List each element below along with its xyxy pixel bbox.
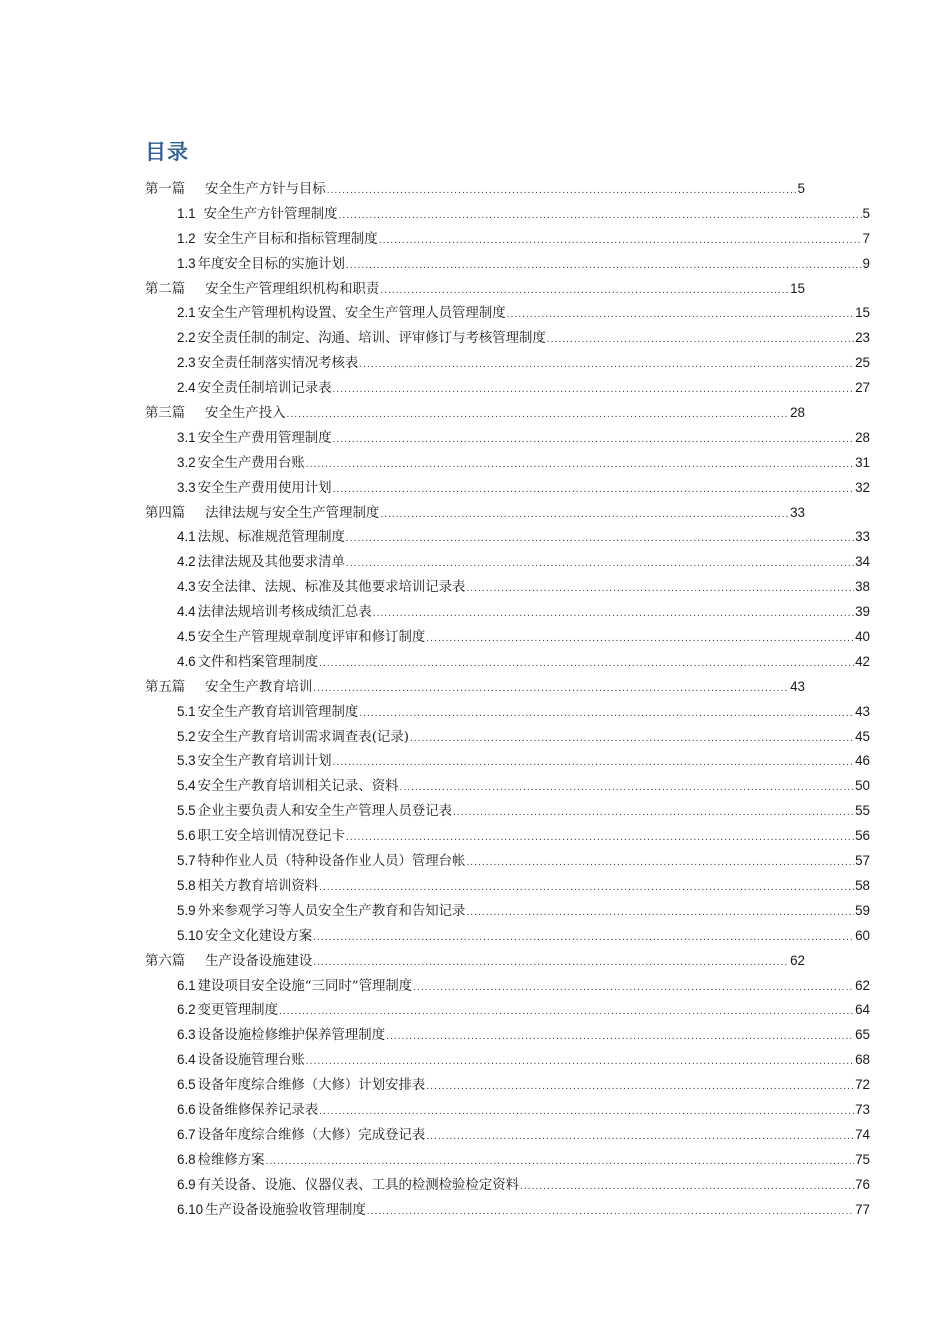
toc-entry-label	[177, 1124, 425, 1143]
toc-dot-leader	[410, 734, 854, 744]
toc-page-number: 15	[855, 305, 870, 321]
toc-entry-title: 安全生产方针与目标	[205, 182, 326, 197]
toc-entry-title: 法律法规及其他要求清单	[197, 555, 345, 571]
toc-section-entry[interactable]	[177, 975, 870, 1000]
toc-entry-title: 安全法律、法规、标准及其他要求培训记录表	[197, 580, 466, 596]
toc-entry-label	[177, 576, 465, 595]
toc-entry-title: 外来参观学习等人员安全生产教育和告知记录	[197, 903, 466, 919]
toc-entry-title: 安全生产目标和指标管理制度	[203, 231, 378, 247]
toc-section-entry[interactable]	[177, 875, 870, 900]
toc-dot-leader	[333, 758, 855, 768]
toc-entry-title: 设备维修保养记录表	[197, 1102, 319, 1118]
toc-entry-label	[177, 1199, 366, 1218]
toc-list	[145, 178, 870, 1223]
toc-page-number: 32	[855, 479, 870, 495]
toc-entry-title: 检维修方案	[197, 1152, 265, 1168]
toc-dot-leader	[333, 485, 855, 495]
toc-entry-title: 相关方教育培训资料	[197, 878, 319, 894]
toc-section-entry[interactable]	[177, 302, 870, 327]
toc-entry-number: 第二篇	[145, 281, 186, 297]
toc-entry-number: 第六篇	[145, 953, 186, 969]
toc-page-number: 34	[855, 554, 870, 570]
toc-entry-label	[177, 203, 338, 222]
toc-part-entry[interactable]	[145, 278, 805, 303]
toc-dot-leader	[466, 858, 854, 868]
toc-page-number: 43	[790, 678, 805, 694]
toc-page-number: 77	[855, 1201, 870, 1217]
toc-section-entry[interactable]	[177, 1149, 870, 1174]
toc-entry-title: 安全责任制培训记录表	[197, 381, 332, 397]
toc-section-entry[interactable]	[177, 626, 870, 651]
toc-section-entry[interactable]	[177, 477, 870, 502]
toc-page-number: 23	[855, 330, 870, 346]
toc-section-entry[interactable]	[177, 900, 870, 925]
toc-dot-leader	[266, 1157, 855, 1167]
toc-page-number: 28	[855, 429, 870, 445]
toc-section-entry[interactable]	[177, 327, 870, 352]
toc-entry-label	[177, 601, 372, 620]
toc-page-number: 65	[855, 1027, 870, 1043]
toc-entry-number: 6.10	[177, 1201, 204, 1217]
toc-entry-number: 6.2	[177, 1002, 196, 1018]
toc-section-entry[interactable]	[177, 750, 870, 775]
toc-entry-number: 6.1	[177, 977, 196, 993]
toc-entry-label	[177, 551, 345, 570]
toc-entry-title: 生产设备设施验收管理制度	[205, 1202, 366, 1218]
toc-page-number: 33	[855, 529, 870, 545]
toc-dot-leader	[319, 659, 854, 669]
toc-section-entry[interactable]	[177, 228, 870, 253]
toc-page-number: 28	[790, 405, 805, 421]
toc-entry-title: 建设项目安全设施“三同时”管理制度	[197, 978, 413, 994]
toc-entry-number: 4.2	[177, 554, 196, 570]
toc-entry-label	[177, 427, 332, 446]
toc-entry-label	[177, 1174, 519, 1193]
toc-entry-number: 1.1	[177, 205, 196, 221]
toc-dot-leader	[466, 584, 854, 594]
toc-entry-label	[177, 452, 305, 471]
toc-page-number: 5	[797, 181, 805, 196]
toc-dot-leader	[313, 958, 789, 968]
toc-entry-number: 第一篇	[145, 182, 186, 197]
toc-dot-leader	[379, 236, 862, 246]
toc-entry-title: 特种作业人员（特种设备作业人员）管理台帐	[197, 854, 466, 870]
toc-entry-title: 设备年度综合维修（大修）完成登记表	[197, 1127, 426, 1143]
toc-page-number: 50	[855, 778, 870, 794]
toc-dot-leader	[399, 783, 854, 793]
toc-entry-label	[177, 651, 318, 670]
toc-dot-leader	[327, 186, 797, 196]
toc-page-number: 31	[855, 454, 870, 470]
toc-section-entry[interactable]	[177, 1074, 870, 1099]
toc-dot-leader	[507, 310, 854, 320]
toc-entry-label	[145, 178, 326, 197]
toc-entry-title: 职工安全培训情况登记卡	[197, 829, 345, 845]
toc-entry-number: 2.3	[177, 355, 196, 371]
toc-page-number: 60	[855, 927, 870, 943]
toc-section-entry[interactable]	[177, 1099, 870, 1124]
toc-entry-number: 1.3	[177, 255, 196, 271]
toc-page-number: 5	[862, 205, 870, 221]
toc-page-number: 75	[855, 1151, 870, 1167]
toc-entry-label	[177, 626, 425, 645]
toc-entry-title: 安全生产方针管理制度	[203, 206, 338, 222]
toc-entry-label	[177, 726, 409, 745]
toc-entry-number: 3.2	[177, 454, 196, 470]
toc-entry-number: 6.4	[177, 1052, 196, 1068]
toc-page-number: 39	[855, 604, 870, 620]
toc-entry-title: 安全生产投入	[205, 406, 286, 422]
toc-entry-title: 企业主要负责人和安全生产管理人员登记表	[197, 804, 453, 820]
toc-section-entry[interactable]	[177, 825, 870, 850]
toc-entry-number: 第四篇	[145, 505, 186, 521]
toc-entry-number: 6.5	[177, 1077, 196, 1093]
toc-entry-title: 安全生产管理组织机构和职责	[205, 281, 380, 297]
toc-entry-label	[177, 302, 506, 321]
toc-section-entry[interactable]	[177, 701, 870, 726]
toc-entry-label	[177, 1074, 425, 1093]
toc-dot-leader	[380, 286, 789, 296]
toc-entry-label	[177, 477, 332, 496]
toc-section-entry[interactable]	[177, 1124, 870, 1149]
toc-entry-label	[177, 975, 412, 994]
toc-entry-title: 设备年度综合维修（大修）计划安排表	[197, 1078, 426, 1094]
toc-entry-label	[177, 526, 345, 545]
toc-dot-leader	[313, 684, 789, 694]
toc-entry-number: 3.3	[177, 479, 196, 495]
toc-entry-label	[177, 352, 358, 371]
toc-dot-leader	[426, 1082, 854, 1092]
toc-entry-number: 5.9	[177, 902, 196, 918]
toc-entry-number: 5.10	[177, 927, 204, 943]
toc-page-number: 46	[855, 753, 870, 769]
toc-entry-number: 2.4	[177, 380, 196, 396]
toc-section-entry[interactable]	[177, 1199, 870, 1224]
toc-entry-title: 安全生产管理机构设置、安全生产管理人员管理制度	[197, 306, 506, 322]
toc-entry-title: 安全责任制落实情况考核表	[197, 356, 359, 372]
toc-dot-leader	[333, 385, 855, 395]
toc-entry-label	[177, 377, 332, 396]
toc-dot-leader	[339, 211, 862, 221]
toc-section-entry[interactable]	[177, 850, 870, 875]
toc-entry-title: 文件和档案管理制度	[197, 654, 319, 670]
toc-entry-number: 第五篇	[145, 679, 186, 695]
toc-page-number: 68	[855, 1052, 870, 1068]
toc-entry-number: 6.3	[177, 1027, 196, 1043]
toc-page-number: 58	[855, 877, 870, 893]
toc-dot-leader	[520, 1182, 854, 1192]
toc-entry-number: 5.7	[177, 853, 196, 869]
toc-dot-leader	[367, 1207, 854, 1217]
toc-entry-label	[177, 775, 398, 794]
toc-section-entry[interactable]	[177, 999, 870, 1024]
toc-page-number: 74	[855, 1126, 870, 1142]
toc-section-entry[interactable]	[177, 1174, 870, 1199]
toc-dot-leader	[547, 335, 854, 345]
toc-part-entry[interactable]	[145, 502, 805, 527]
toc-entry-number: 5.8	[177, 877, 196, 893]
toc-dot-leader	[386, 1032, 854, 1042]
toc-entry-number: 4.5	[177, 629, 196, 645]
toc-part-entry[interactable]	[145, 178, 805, 203]
toc-entry-number: 5.5	[177, 803, 196, 819]
toc-entry-title: 安全生产管理规章制度评审和修订制度	[197, 630, 426, 646]
toc-dot-leader	[346, 261, 862, 271]
toc-entry-number: 第三篇	[145, 406, 186, 422]
toc-entry-label	[177, 1099, 318, 1118]
toc-entry-label	[177, 800, 452, 819]
toc-page-number: 27	[855, 380, 870, 396]
toc-entry-label	[177, 253, 345, 272]
toc-page-number: 25	[855, 355, 870, 371]
toc-dot-leader	[426, 1132, 854, 1142]
toc-part-entry[interactable]	[145, 676, 805, 701]
toc-dot-leader	[413, 983, 854, 993]
toc-page-number: 45	[855, 728, 870, 744]
toc-entry-title: 法律法规与安全生产管理制度	[205, 505, 380, 521]
toc-entry-number: 6.8	[177, 1151, 196, 1167]
toc-entry-title: 法律法规培训考核成绩汇总表	[197, 605, 372, 621]
toc-section-entry[interactable]	[177, 253, 870, 278]
toc-page-number: 33	[790, 504, 805, 520]
toc-entry-number: 5.2	[177, 728, 196, 744]
toc-entry-label	[177, 900, 465, 919]
toc-section-entry[interactable]	[177, 452, 870, 477]
toc-page-number: 56	[855, 828, 870, 844]
toc-entry-number: 6.9	[177, 1176, 196, 1192]
toc-page-number: 64	[855, 1002, 870, 1018]
toc-entry-label	[177, 925, 312, 944]
toc-entry-title: 设备设施检修维护保养管理制度	[197, 1028, 386, 1044]
toc-entry-number: 4.3	[177, 579, 196, 595]
toc-page-number: 38	[855, 579, 870, 595]
toc-section-entry[interactable]	[177, 800, 870, 825]
toc-entry-title: 设备设施管理台账	[197, 1053, 305, 1069]
toc-entry-title: 年度安全目标的实施计划	[197, 256, 345, 272]
toc-section-entry[interactable]	[177, 551, 870, 576]
toc-section-entry[interactable]	[177, 526, 870, 551]
toc-dot-leader	[319, 883, 854, 893]
toc-page-number: 73	[855, 1101, 870, 1117]
toc-entry-number: 2.2	[177, 330, 196, 346]
toc-dot-leader	[333, 435, 855, 445]
toc-entry-title: 变更管理制度	[197, 1003, 278, 1019]
toc-section-entry[interactable]	[177, 601, 870, 626]
toc-dot-leader	[346, 833, 854, 843]
toc-entry-number: 2.1	[177, 305, 196, 321]
toc-dot-leader	[287, 410, 790, 420]
toc-dot-leader	[306, 1057, 854, 1067]
toc-entry-title: 安全生产费用管理制度	[197, 430, 332, 446]
toc-section-entry[interactable]	[177, 925, 870, 950]
toc-entry-label	[177, 1024, 385, 1043]
toc-entry-title: 安全生产教育培训计划	[197, 754, 332, 770]
toc-part-entry[interactable]	[145, 950, 805, 975]
toc-dot-leader	[359, 360, 854, 370]
toc-dot-leader	[346, 559, 854, 569]
toc-entry-title: 安全生产教育培训相关记录、资料	[197, 779, 399, 795]
toc-entry-label	[145, 950, 312, 969]
toc-entry-title: 安全责任制的制定、沟通、培训、评审修订与考核管理制度	[197, 331, 546, 347]
toc-entry-label	[177, 327, 546, 346]
toc-dot-leader	[453, 808, 854, 818]
toc-entry-number: 5.3	[177, 753, 196, 769]
toc-entry-label	[177, 850, 465, 869]
toc-entry-title: 生产设备设施建设	[205, 953, 313, 969]
toc-dot-leader	[466, 908, 854, 918]
toc-entry-title: 安全文化建设方案	[205, 928, 313, 944]
toc-entry-label	[177, 750, 332, 769]
toc-entry-number: 6.6	[177, 1101, 196, 1117]
toc-section-entry[interactable]	[177, 203, 870, 228]
toc-entry-label	[145, 502, 379, 521]
toc-page-number: 55	[855, 803, 870, 819]
toc-page-number: 9	[862, 255, 870, 271]
toc-entry-title: 安全生产教育培训管理制度	[197, 704, 359, 720]
toc-page-number: 62	[855, 977, 870, 993]
toc-entry-number: 5.1	[177, 703, 196, 719]
toc-section-entry[interactable]	[177, 377, 870, 402]
toc-section-entry[interactable]	[177, 352, 870, 377]
toc-page-number: 62	[790, 952, 805, 968]
toc-section-entry[interactable]	[177, 576, 870, 601]
toc-dot-leader	[279, 1007, 854, 1017]
toc-entry-label	[177, 228, 378, 247]
toc-dot-leader	[373, 609, 854, 619]
toc-entry-label	[145, 676, 312, 695]
toc-entry-number: 3.1	[177, 429, 196, 445]
toc-page-number: 15	[790, 280, 805, 296]
toc-page-number: 43	[855, 703, 870, 719]
toc-entry-title: 有关设备、设施、仪器仪表、工具的检测检验检定资料	[197, 1177, 519, 1193]
toc-dot-leader	[319, 1107, 854, 1117]
toc-entry-title: 法规、标准规范管理制度	[197, 530, 345, 546]
toc-page-number: 42	[855, 653, 870, 669]
toc-section-entry[interactable]	[177, 1024, 870, 1049]
toc-section-entry[interactable]	[177, 775, 870, 800]
toc-entry-number: 1.2	[177, 230, 196, 246]
toc-entry-number: 4.6	[177, 653, 196, 669]
toc-dot-leader	[313, 933, 854, 943]
toc-section-entry[interactable]	[177, 1049, 870, 1074]
toc-entry-label	[177, 825, 345, 844]
toc-section-entry[interactable]	[177, 427, 870, 452]
toc-entry-number: 5.6	[177, 828, 196, 844]
toc-entry-number: 6.7	[177, 1126, 196, 1142]
toc-entry-label	[177, 701, 358, 720]
toc-page-number: 7	[862, 230, 870, 246]
toc-entry-label	[177, 1149, 265, 1168]
toc-entry-label	[177, 1049, 305, 1068]
toc-dot-leader	[359, 709, 854, 719]
toc-page-number: 57	[855, 853, 870, 869]
toc-entry-label	[177, 999, 278, 1018]
toc-page-number: 59	[855, 902, 870, 918]
toc-part-entry[interactable]	[145, 402, 805, 427]
toc-entry-label	[145, 278, 379, 297]
toc-section-entry[interactable]	[177, 726, 870, 751]
toc-entry-title: 安全生产费用台账	[197, 455, 305, 471]
toc-entry-title: 安全生产教育培训需求调查表(记录)	[197, 729, 409, 745]
toc-title: 目录	[145, 140, 189, 164]
toc-section-entry[interactable]	[177, 651, 870, 676]
toc-entry-label	[177, 875, 318, 894]
toc-entry-number: 5.4	[177, 778, 196, 794]
toc-entry-title: 安全生产费用使用计划	[197, 480, 332, 496]
toc-dot-leader	[426, 634, 854, 644]
toc-entry-number: 4.4	[177, 604, 196, 620]
toc-dot-leader	[346, 534, 854, 544]
toc-dot-leader	[306, 460, 854, 470]
toc-page-number: 72	[855, 1077, 870, 1093]
toc-page-number: 76	[855, 1176, 870, 1192]
toc-dot-leader	[380, 510, 789, 520]
toc-entry-number: 4.1	[177, 529, 196, 545]
toc-entry-title: 安全生产教育培训	[205, 679, 313, 695]
toc-entry-label	[145, 402, 286, 421]
toc-page-number: 40	[855, 629, 870, 645]
